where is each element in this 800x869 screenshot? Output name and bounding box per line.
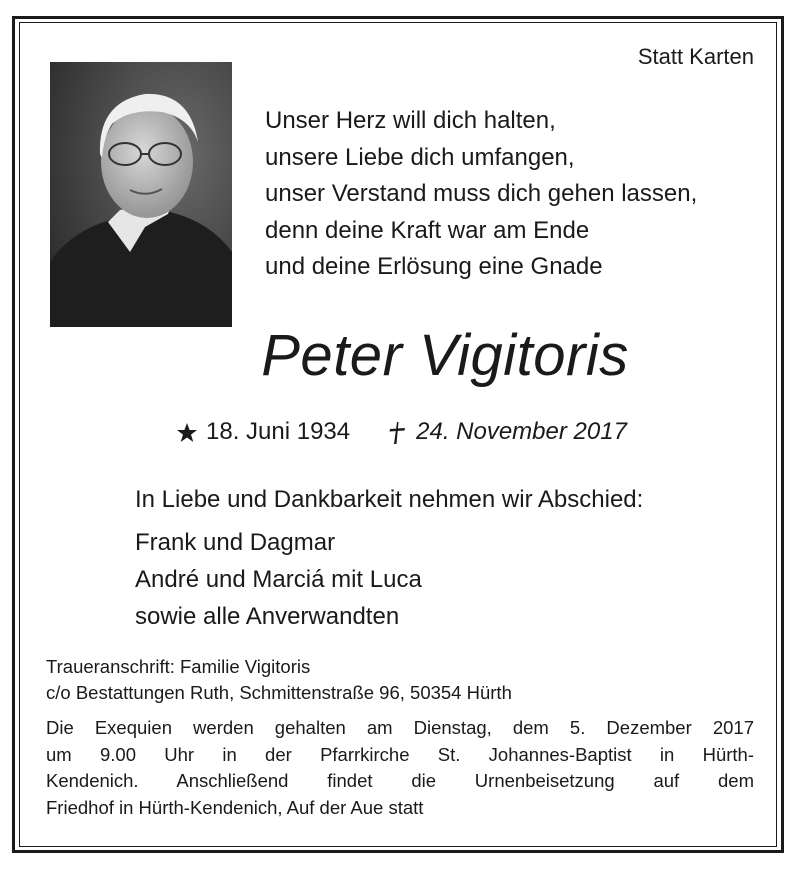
address-line: c/o Bestattungen Ruth, Schmittenstraße 96, 50354 Hürth <box>46 682 512 703</box>
star-icon <box>176 418 198 446</box>
death-date: 24. November 2017 <box>416 418 627 445</box>
mourning-address <box>46 654 512 706</box>
statt-karten-label: Statt Karten <box>637 44 754 69</box>
cross-icon <box>388 418 406 446</box>
poem-line: unser Verstand muss dich gehen lassen, <box>265 180 698 207</box>
farewell-block <box>135 481 643 635</box>
funeral-line: um 9.00 Uhr in der Pfarrkirche St. Johannes-Baptist in Hürth- <box>46 743 754 765</box>
address-line: Traueranschrift: Familie Vigitoris <box>46 656 311 677</box>
mourner-line: sowie alle Anverwandten <box>135 603 400 630</box>
poem-line: Unser Herz will dich halten, <box>265 107 556 134</box>
funeral-details <box>46 715 754 821</box>
farewell-lead: In Liebe und Dankbarkeit nehmen wir Abschied: <box>135 486 644 513</box>
life-dates <box>176 418 627 446</box>
poem-line: denn deine Kraft war am Ende <box>265 216 590 244</box>
funeral-line: Kendenich. Anschließend findet die Urnenbeisetzung auf dem <box>46 770 754 791</box>
portrait-photo <box>50 62 232 327</box>
poem-line: und deine Erlösung eine Gnade <box>265 253 603 280</box>
mourner-line: Frank und Dagmar <box>135 529 336 556</box>
mourner-line: André und Marciá mit Luca <box>135 566 422 593</box>
poem-line: unsere Liebe dich umfangen, <box>265 143 575 171</box>
funeral-line: Die Exequien werden gehalten am Dienstag, dem 5. Dezember 2017 <box>46 717 754 738</box>
birth-date: 18. Juni 1934 <box>206 418 351 445</box>
portrait-image <box>50 62 232 327</box>
poem-block <box>265 103 697 286</box>
deceased-name: Peter Vigitoris <box>261 323 629 388</box>
funeral-line: Friedhof in Hürth-Kendenich, Auf der Aue statt <box>46 796 424 818</box>
